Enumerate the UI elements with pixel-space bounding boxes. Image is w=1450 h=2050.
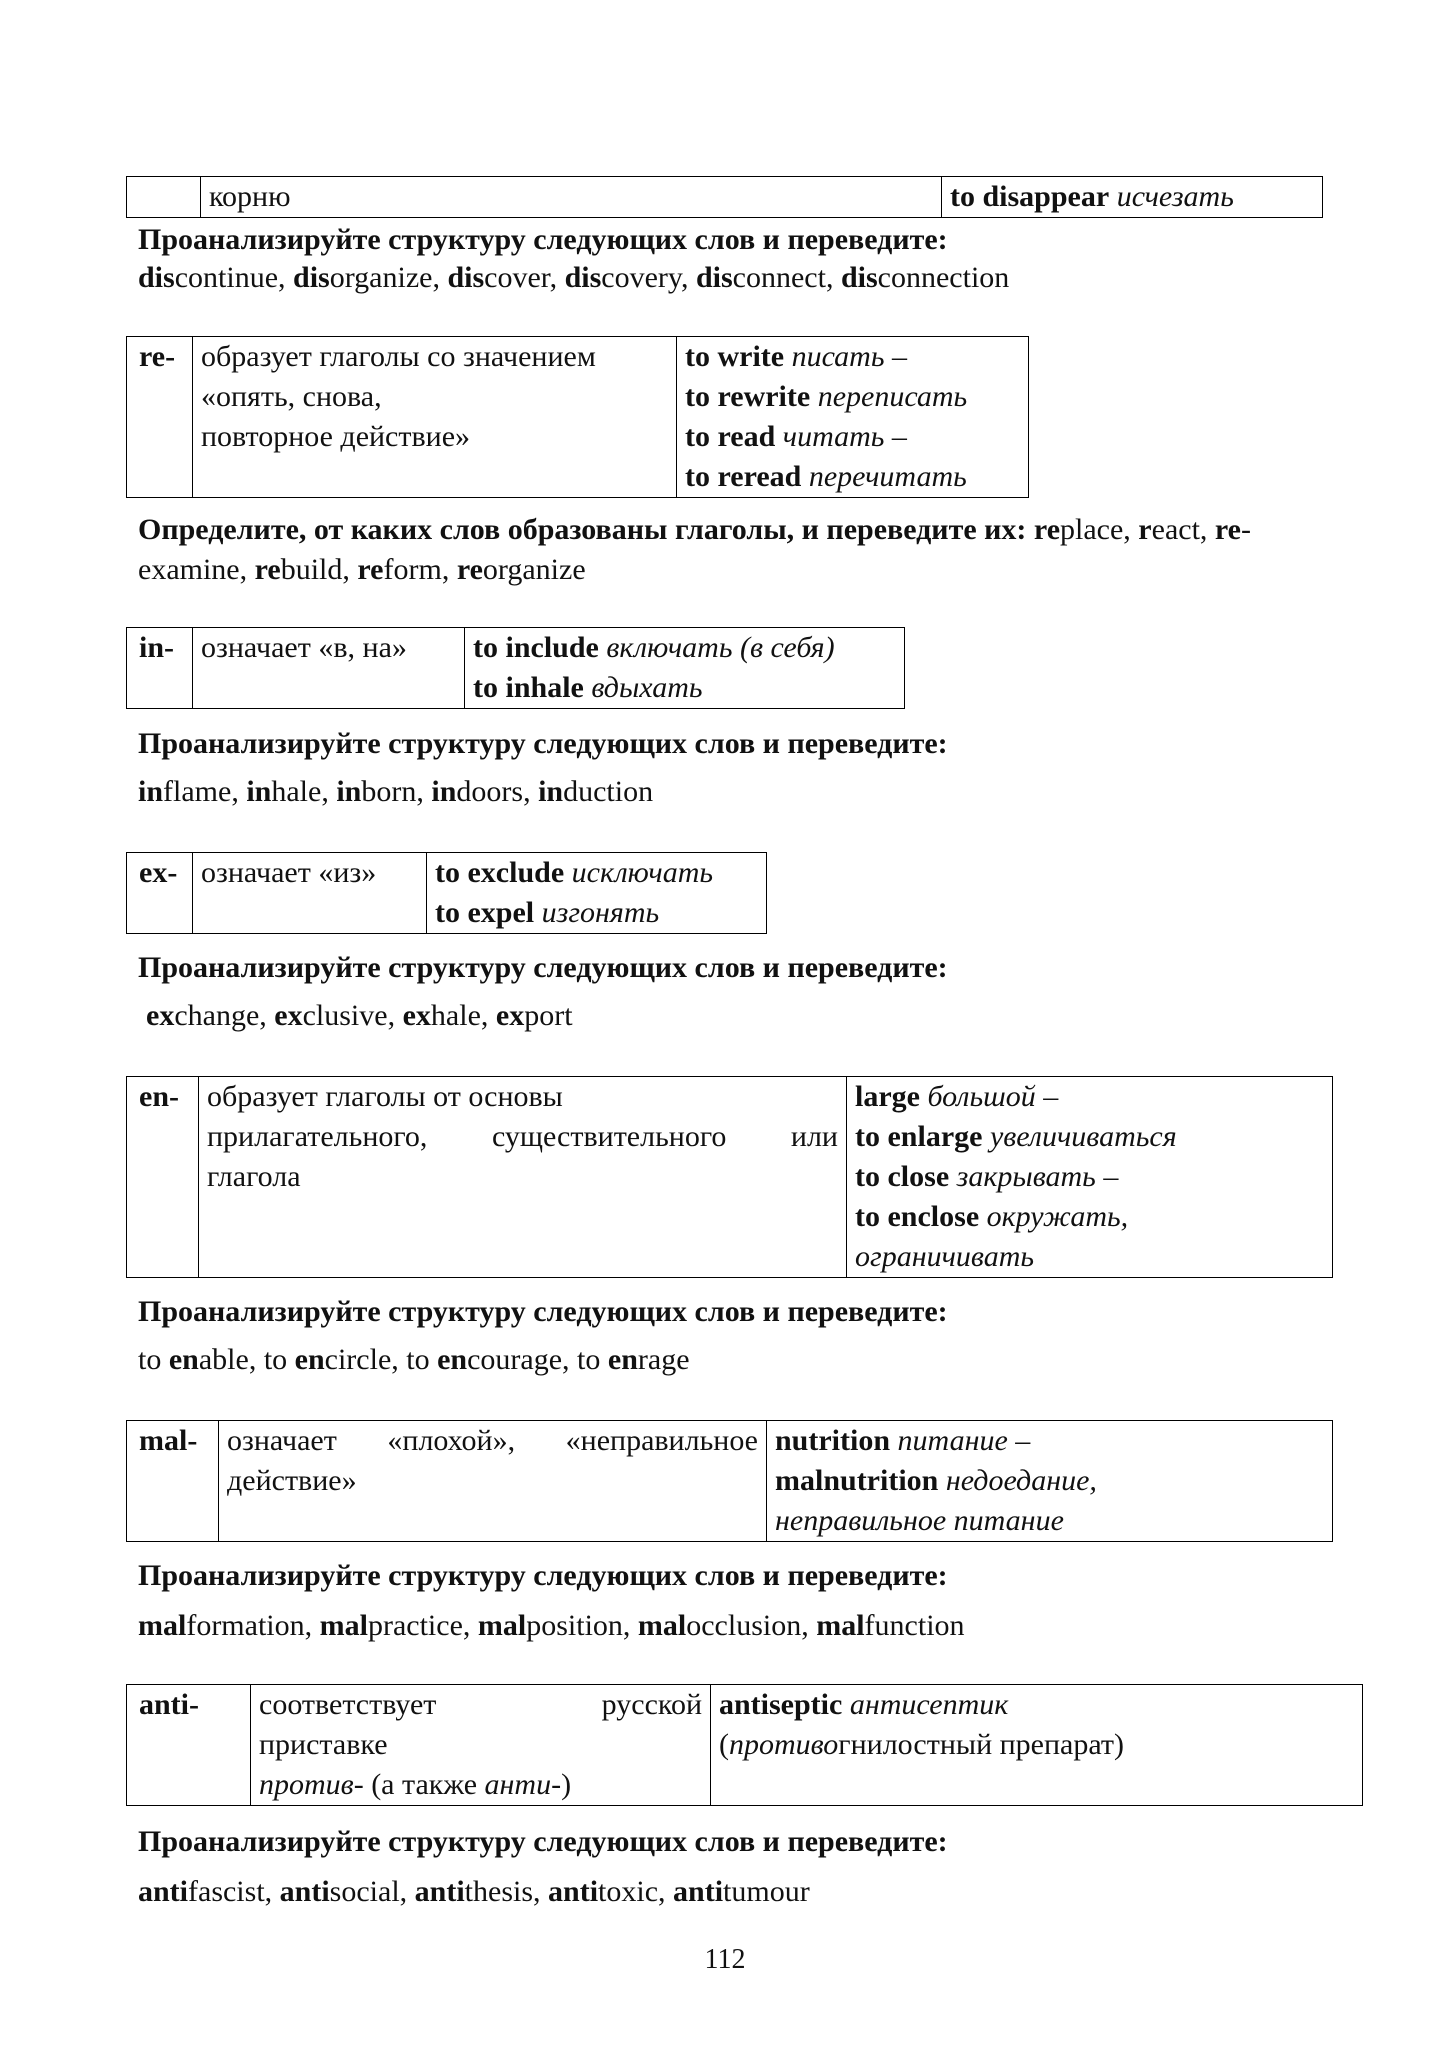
example-line [685,417,1020,457]
prefix-cell: mal- [127,1421,219,1542]
task-instruction [138,510,1328,590]
example-bold: to disappear [950,180,1110,213]
prefix-cell [127,177,201,218]
example-italic: исчезать [1116,180,1234,213]
prefix-cell: re- [127,337,193,498]
example-italic: питание – [897,1424,1031,1457]
example-italic: большой – [927,1080,1059,1113]
continuation-table [126,176,1323,218]
task-words-inline: replace, react, re-examine, rebuild, reform, reorganize [138,513,1251,586]
task-instruction: Проанализируйте структуру следующих слов и переведите: [138,223,948,256]
word-item: exchange [146,999,260,1032]
table-row [127,1421,1333,1542]
example-line [435,853,758,893]
example-line [855,1117,1324,1157]
plain-text: ) [561,1768,572,1801]
example-line [855,1157,1324,1197]
definition-line: соответствует русской [259,1688,702,1721]
word-item: reorganize [456,553,586,586]
example-bold: to exclude [435,856,565,889]
definition-line: образует глаголы со значением [201,340,596,373]
word-item: react [1138,513,1200,546]
page-number: 112 [704,1944,746,1975]
example-italic: увеличиваться [989,1120,1177,1153]
word-item: to enrage [577,1343,690,1376]
word-item: exclusive [274,999,388,1032]
word-item: antitumour [673,1875,810,1908]
example-italic: включать (в себя) [606,631,835,664]
table-row [127,1685,1363,1806]
example-note [719,1725,1354,1765]
instruction-text: Определите, от каких слов образованы глаголы, и переведите их: [138,513,1027,546]
task-words: exchange, exclusive, exhale, export [146,999,573,1032]
word-item: reform [357,553,442,586]
example-cell [942,177,1323,218]
prefix-cell: in- [127,628,193,709]
task-words: discontinue, disorganize, discover, discovery, disconnect, disconnection [138,261,1010,294]
example-bold: to enlarge [855,1120,983,1153]
word-item: disconnect [695,261,826,294]
plain-text: (а также [363,1768,485,1801]
table-row [127,177,1323,218]
plain-text: гнилостный препарат) [838,1728,1124,1761]
word-item: to encircle [263,1343,392,1376]
word-item: malfunction [816,1609,965,1642]
prefix-table-in [126,627,905,709]
examples-cell [711,1685,1363,1806]
word-item: discovery [564,261,681,294]
definition-line: прилагательного, существительного или [207,1120,838,1153]
examples-cell [465,628,905,709]
example-bold: large [855,1080,920,1113]
examples-cell [767,1421,1333,1542]
word-item: replace [1033,513,1124,546]
example-italic: исключать [571,856,714,889]
example-bold: to write [685,340,785,373]
italic-text: анти- [484,1768,562,1801]
italic-text: противо [729,1728,839,1761]
example-bold: nutrition [775,1424,891,1457]
task-instruction: Проанализируйте структуру следующих слов и переведите: [138,1825,948,1858]
word-item: antisocial [279,1875,400,1908]
prefix-table-re [126,336,1029,498]
example-line [775,1421,1324,1461]
prefix-table-ex [126,852,767,934]
example-line [855,1197,1324,1237]
definition-line: повторное действие» [201,420,471,453]
word-item: antifascist [138,1875,265,1908]
definition-cell [199,1077,847,1278]
example-bold: to reread [685,460,802,493]
examples-cell [847,1077,1333,1278]
task-words: to enable, to encircle, to encourage, to enrage [138,1343,690,1376]
word-item: disorganize [293,261,433,294]
example-line [685,337,1020,377]
word-item: export [495,999,573,1032]
word-item: re-examine [138,513,1251,586]
definition-cell [251,1685,711,1806]
italic-text: против- [259,1768,364,1801]
example-italic: антисептик [849,1688,1009,1721]
example-bold: to inhale [473,671,584,704]
example-line [473,668,896,708]
table-row [127,337,1029,498]
example-italic: окружать, [986,1200,1129,1233]
example-line [775,1501,1324,1541]
task-words: inflame, inhale, inborn, indoors, induction [138,775,654,808]
example-italic: читать – [782,420,907,453]
example-italic: недоедание, [945,1464,1097,1497]
table-row [127,1077,1333,1278]
definition-line: означает «плохой», «неправильное [227,1424,758,1457]
example-line [775,1461,1324,1501]
word-item: antithesis [414,1875,534,1908]
definition-line: приставке [259,1728,388,1761]
example-bold: antiseptic [719,1688,843,1721]
task-instruction: Проанализируйте структуру следующих слов и переведите: [138,951,948,984]
example-bold: malnutrition [775,1464,939,1497]
definition-line: образует глаголы от основы [207,1080,563,1113]
example-italic: вдыхать [591,671,703,704]
example-line [473,628,896,668]
definition-line: глагола [207,1160,301,1193]
word-item: exhale [402,999,481,1032]
prefix-cell: anti- [127,1685,251,1806]
definition-cell: означает «из» [193,853,427,934]
word-item: malpractice [319,1609,463,1642]
table-row [127,628,905,709]
plain-text: ( [719,1728,729,1761]
word-item: malposition [477,1609,623,1642]
definition-line: «опять, снова, [201,380,382,413]
word-item: to enable [138,1343,249,1376]
examples-cell [427,853,767,934]
word-item: inborn [336,775,417,808]
task-instruction: Проанализируйте структуру следующих слов и переведите: [138,1295,948,1328]
example-bold: to read [685,420,776,453]
example-italic: закрывать – [956,1160,1119,1193]
definition-cell: корню [201,177,942,218]
word-item: inflame [138,775,232,808]
example-italic: изгонять [541,896,660,929]
definition-cell [219,1421,767,1542]
example-bold: to close [855,1160,950,1193]
example-bold: to include [473,631,599,664]
examples-list [719,1685,1354,1725]
example-line [855,1237,1324,1277]
task-words: antifascist, antisocial, antithesis, antitoxic, antitumour [138,1875,810,1908]
word-item: malocclusion [637,1609,802,1642]
word-item: to encourage [406,1343,563,1376]
word-item: induction [538,775,654,808]
example-italic: перечитать [808,460,967,493]
word-item: antitoxic [548,1875,659,1908]
example-line [685,377,1020,417]
word-item: indoors [431,775,524,808]
prefix-cell: en- [127,1077,199,1278]
task-words: malformation, malpractice, malposition, malocclusion, malfunction [138,1609,965,1642]
example-italic: ограничивать [855,1240,1035,1273]
example-line [719,1685,1354,1725]
example-bold: to enclose [855,1200,980,1233]
example-line [855,1077,1324,1117]
word-item: discover [447,261,550,294]
definition-cell [193,337,677,498]
prefix-table-mal [126,1420,1333,1542]
examples-cell [677,337,1029,498]
definition-line [259,1765,702,1805]
word-item: inhale [246,775,322,808]
word-item: discontinue [138,261,279,294]
table-row [127,853,767,934]
example-italic: переписать [817,380,968,413]
definition-line: действие» [227,1464,357,1497]
prefix-cell: ex- [127,853,193,934]
example-italic: писать – [791,340,907,373]
task-instruction: Проанализируйте структуру следующих слов и переведите: [138,727,948,760]
definition-cell: означает «в, на» [193,628,465,709]
example-bold: to rewrite [685,380,811,413]
word-item: malformation [138,1609,305,1642]
example-line [685,457,1020,497]
word-item: rebuild [254,553,343,586]
example-bold: to expel [435,896,535,929]
word-item: disconnection [840,261,1010,294]
example-italic: неправильное питание [775,1504,1064,1537]
task-instruction: Проанализируйте структуру следующих слов и переведите: [138,1559,948,1592]
prefix-table-anti [126,1684,1363,1806]
example-line [435,893,758,933]
prefix-table-en [126,1076,1333,1278]
